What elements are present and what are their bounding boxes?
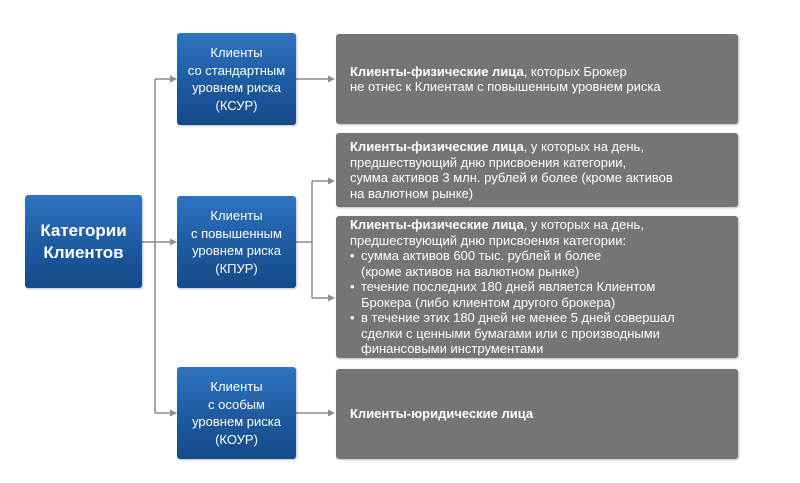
bullet-line: сделки с ценными бумагами или с производными bbox=[361, 325, 660, 341]
description-box-elevated-criteria bbox=[336, 216, 738, 358]
description-line: сумма активов 3 млн. рублей и более (кроме активов bbox=[350, 170, 673, 185]
bullet-marker: • bbox=[350, 310, 355, 326]
description-line: предшествующий дню присвоения категории: bbox=[350, 232, 627, 248]
bullet-line: финансовыми инструментами bbox=[361, 341, 544, 357]
description-line: предшествующий дню присвоения категории, bbox=[350, 154, 627, 170]
category-line: Клиенты bbox=[210, 379, 263, 394]
description-text: , у которых на день, bbox=[523, 217, 644, 233]
description-bold-term: Клиенты-физические лица bbox=[350, 217, 524, 233]
description-bold-term: Клиенты-физические лица bbox=[350, 63, 524, 79]
category-box-special bbox=[177, 367, 296, 459]
bullet-line: (кроме активов на валютном рынке) bbox=[361, 263, 580, 279]
category-line: (КОУР) bbox=[215, 431, 258, 447]
criteria-bullet-item bbox=[350, 310, 726, 357]
category-box-elevated bbox=[177, 196, 296, 288]
bullet-marker: • bbox=[350, 279, 355, 295]
criteria-bullet-item bbox=[350, 248, 726, 279]
description-line bbox=[350, 139, 726, 155]
description-box-special bbox=[336, 369, 738, 459]
description-line: на валютном рынке) bbox=[350, 185, 474, 201]
description-text: , у которых на день, bbox=[523, 139, 644, 154]
criteria-bullet-item bbox=[350, 279, 726, 310]
bullet-line: течение последних 180 дней является Клиентом bbox=[361, 279, 656, 295]
category-line: уровнем риска bbox=[192, 243, 281, 258]
description-bold-term: Клиенты-физические лица bbox=[350, 139, 524, 154]
description-box-elevated-assets bbox=[336, 133, 738, 207]
category-line: с повышенным bbox=[191, 225, 282, 241]
category-line: (КСУР) bbox=[215, 97, 258, 113]
category-line: Клиенты bbox=[210, 208, 263, 223]
category-line: (КПУР) bbox=[215, 260, 258, 276]
category-line: уровнем риска bbox=[192, 80, 281, 95]
description-text: , которых Брокер bbox=[523, 63, 627, 79]
category-line: уровнем риска bbox=[192, 414, 281, 429]
category-box-standard bbox=[177, 33, 296, 125]
category-line: Клиенты bbox=[210, 45, 263, 60]
description-line: не отнес к Клиентам с повышенным уровнем риска bbox=[350, 79, 661, 94]
description-bold-term: Клиенты-юридические лица bbox=[350, 406, 534, 422]
category-line: с особым bbox=[208, 396, 265, 412]
bullet-line: сумма активов 600 тыс. рублей и более bbox=[361, 248, 602, 264]
description-line bbox=[350, 217, 726, 233]
bullet-marker: • bbox=[350, 248, 355, 264]
category-line: со стандартным bbox=[187, 62, 286, 78]
root-label-line-2: Клиентов bbox=[43, 242, 124, 262]
root-categories-box bbox=[25, 195, 142, 288]
bullet-line: Брокера (либо клиентом другого брокера) bbox=[361, 294, 616, 310]
description-box-standard bbox=[336, 34, 738, 124]
root-label-line-1: Категории bbox=[40, 220, 127, 240]
description-line bbox=[350, 64, 726, 80]
bullet-line: в течение этих 180 дней не менее 5 дней совершал bbox=[361, 310, 675, 326]
description-line bbox=[350, 406, 726, 422]
